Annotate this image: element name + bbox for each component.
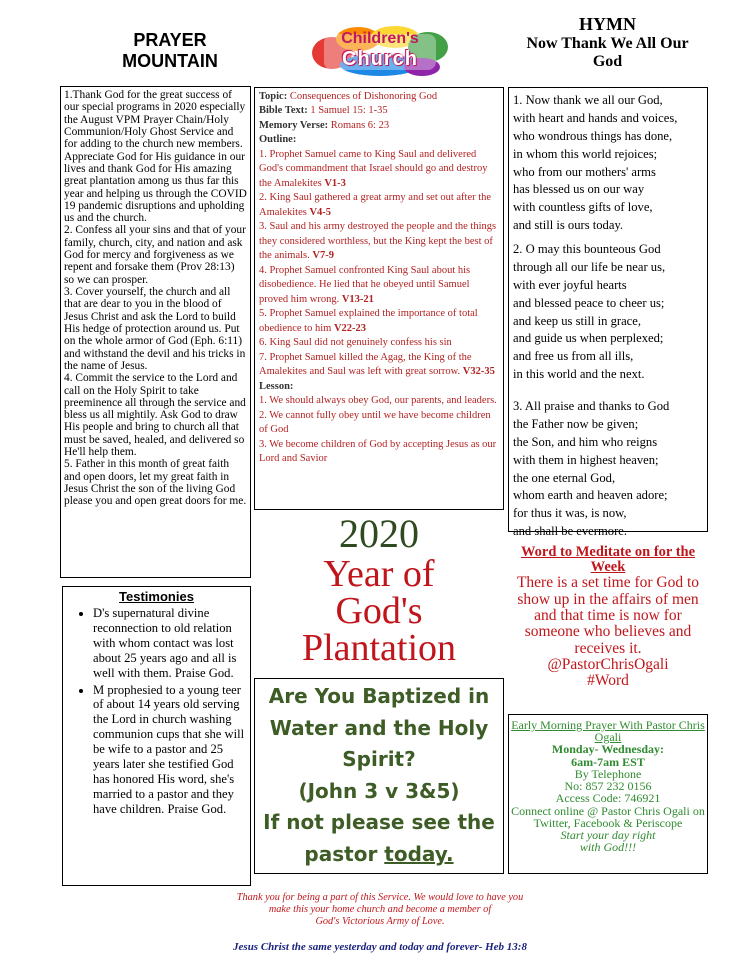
outline-ref: V13-21 (341, 293, 374, 305)
logo-text-line2: Church (342, 48, 418, 70)
hymn-line: in whom this world rejoices; (513, 146, 658, 161)
morning-number: No: 857 232 0156 (564, 779, 652, 794)
lesson-item: 1. We should always obey God, our parents, and leaders. (259, 395, 497, 407)
hymn-line: with heart and hands and voices, (513, 110, 678, 125)
outline-item (259, 191, 499, 220)
hymn-line: who wondrous things has done, (513, 128, 673, 143)
hymn-line: and blessed peace to cheer us; (513, 295, 665, 310)
baptism-line: Water and the Holy (269, 715, 489, 740)
testimony-item: • D's supernatural divine reconnection to old relation with whom contact was lost about 25 years ago and all is well with them. Praise God. (93, 606, 246, 680)
outline-ref: V4-5 (309, 206, 332, 218)
topic-line (259, 90, 499, 104)
baptism-line: If not please see the (263, 810, 495, 835)
footer-line: Thank you for being a part of this Service. We would love to have you (236, 892, 524, 903)
lesson-item: 2. We cannot fully obey until we have become children of God (259, 409, 491, 436)
outline-item (259, 264, 499, 307)
word-to-meditate (508, 545, 708, 689)
hymn-line: with ever joyful hearts (513, 277, 627, 292)
hymn-line: in this world and the next. (513, 367, 645, 382)
baptism-today: today. (384, 841, 454, 866)
outline-item (259, 220, 499, 263)
memory-verse-line (259, 119, 499, 133)
prayer-item: 1.Thank God for the great success of our special programs in 2020 especially the August VPM Prayer Chain/Holy Communion/Holy Ghost Service and for adding to the church new members. Appreciate God for His guidance in our lives and thank God for His amazing great plantation among us thus far this year and helping us through the COVID 19 pandemic disruptions and upholding us and the church. (64, 89, 247, 225)
word-tag: #Word (587, 672, 629, 690)
morning-closing-line2: with God!!! (579, 840, 637, 855)
memory-verse-value: Romans 6: 23 (330, 119, 390, 131)
hymn-title-line2: God (592, 53, 623, 71)
footer-line: make this your home church and become a member of (268, 904, 492, 916)
word-title: Word to Meditate on for the Week (520, 544, 696, 576)
hymn-line: the Father now be given; (513, 416, 639, 431)
bible-text-label: Bible Text: (259, 105, 308, 117)
outline-text: 5. Prophet Samuel explained the importance of total obedience to him (259, 308, 478, 334)
theme-line3: Plantation (301, 627, 457, 670)
prayer-item: 5. Father in this month of great faith and open doors, let my great faith in Jesus Christ the son of the living God please you and open great doors for me. (64, 458, 247, 508)
hymn-verse-2 (513, 241, 703, 384)
hymn-title-line1: Now Thank We All Our (526, 34, 689, 52)
baptism-pastor: pastor (304, 841, 385, 866)
morning-prayer-box (508, 714, 708, 874)
hymn-line: the one eternal God, (513, 470, 616, 485)
outline-text: 2. King Saul gathered a great army and set out after the Amalekites (259, 192, 492, 218)
prayer-item: 4. Commit the service to the Lord and call on the Holy Spirit to take preeminence all through the service and bless us all mightily. Ask God to draw His people and bring to church all that must be saved, healed, and delivered so He'll help them. (64, 372, 246, 459)
outline-text: 1. Prophet Samuel came to King Saul and delivered God's commandment that Israel should go and destroy the Amalekites (259, 148, 488, 189)
hymn-line: and free us from all ills, (513, 349, 634, 364)
morning-closing-line1: Start your day right (560, 828, 656, 843)
hymn-line: 2. O may this bounteous God (513, 242, 661, 256)
hymn-line: 1. Now thank we all our God, (513, 93, 663, 107)
hymn-title (505, 14, 710, 71)
outline-ref: V1-3 (324, 177, 346, 189)
outline-item (259, 148, 499, 191)
hymn-line: and keep us still in grace, (513, 313, 641, 328)
hymn-line: who from our mothers' arms (513, 164, 656, 179)
testimony-item: • M prophesied to a young teer of about 14 years old serving the Lord in church washing communion cups that she will be wife to a pastor and 25 years later she testified God has honored His word, she's married to a pastor and they have children. Praise God. (93, 683, 246, 817)
outline-text: 3. Saul and his army destroyed the people and the things they considered worthless, but the King kept the best of the animals. (259, 221, 497, 262)
hymn-line: with countless gifts of love, (513, 200, 653, 215)
hymn-box (508, 87, 708, 539)
hymn-verse-3 (513, 398, 703, 541)
bible-text-line (259, 104, 499, 118)
prayer-mountain-title (100, 30, 240, 71)
baptism-line (255, 839, 503, 871)
morning-code: Access Code: 746921 (555, 791, 661, 806)
prayer-points-box (60, 86, 251, 578)
hymn-line: whom earth and heaven adore; (513, 488, 668, 503)
morning-online: Connect online @ Pastor Chris Ogali on Twitter, Facebook & Periscope (511, 803, 705, 830)
baptism-box (254, 678, 504, 874)
childrens-church-logo (310, 25, 450, 77)
outline-text: 7. Prophet Samuel killed the Agag, the King of the Amalekites and Saul was left with great sorrow. (259, 351, 472, 378)
hymn-line: 3. All praise and thanks to God (513, 399, 670, 413)
testimonies-title: Testimonies (119, 589, 194, 604)
lesson-item: 3. We become children of God by accepting Jesus as our Lord and Savior (259, 438, 497, 465)
outline-ref: V22-23 (333, 322, 367, 334)
topic-label: Topic: (259, 91, 288, 102)
morning-by: By Telephone (574, 766, 642, 781)
baptism-line: (John 3 v 3&5) (298, 778, 460, 803)
outline-item (259, 336, 499, 350)
word-text: There is a set time for God to show up in the affairs of men and that time is now for someone who believes and receives it. (516, 574, 700, 657)
footer-verse: Jesus Christ the same yesterday and today and forever- Heb 13:8 (233, 941, 527, 953)
testimonies-list (67, 606, 246, 816)
hymn-line: has blessed us on our way (513, 182, 645, 197)
footer-line: God's Victorious Army of Love. (315, 916, 445, 928)
outline-item (259, 307, 499, 336)
word-handle: @PastorChrisOgali (547, 655, 669, 673)
hymn-verse-1 (513, 92, 703, 235)
outline-item (259, 351, 499, 380)
hymn-line: and shall be evermore. (513, 524, 627, 539)
theme-title (254, 553, 504, 670)
outline-ref: V32-35 (462, 366, 495, 378)
prayer-title-line2: MOUNTAIN (122, 50, 218, 71)
footer-thanks (190, 892, 570, 928)
hymn-label: HYMN (579, 14, 636, 34)
bible-text-value: 1 Samuel 15: 1-35 (310, 105, 388, 117)
hymn-line: for thus it was, is now, (513, 506, 627, 521)
lesson-label: Lesson: (259, 380, 294, 392)
baptism-line: Spirit? (342, 747, 416, 772)
theme-line1: Year of (323, 553, 435, 595)
prayer-item: 2. Confess all your sins and that of your family, church, city, and nation and ask God for mercy and forgiveness as we repent and forsake them (Prov 28:13) so we can prosper. (64, 224, 246, 286)
prayer-title-line1: PRAYER (133, 30, 207, 50)
memory-verse-label: Memory Verse: (259, 119, 329, 131)
topic-value: Consequences of Dishonoring God (289, 91, 438, 102)
hymn-line: and still is ours today. (513, 218, 624, 233)
prayer-item: 3. Cover yourself, the church and all that are dear to you in the blood of Jesus Christ and ask the Lord to build His hedge of protection around us. Put on the whole armor of God (Eph. 6:11) and withstand the devil and his tricks in the name of Jesus. (64, 286, 246, 372)
morning-time: 6am-7am EST (571, 754, 645, 769)
outline-label: Outline: (259, 134, 297, 146)
outline-ref: V7-9 (312, 250, 334, 262)
hymn-line: and guide us when perplexed; (513, 331, 664, 346)
outline-text: 6. King Saul did not genuinely confess his sin (259, 337, 452, 349)
hymn-line: with them in highest heaven; (513, 452, 659, 467)
hymn-line: through all our life be near us, (513, 259, 666, 274)
lesson-box (254, 87, 504, 510)
morning-days: Monday- Wednesday: (551, 742, 665, 757)
baptism-line: Are You Baptized in (268, 684, 490, 708)
theme-year: 2020 (339, 511, 419, 556)
theme-line2: God's (335, 590, 423, 633)
hymn-line: the Son, and him who reigns (513, 434, 658, 449)
morning-title: Early Morning Prayer With Pastor Chris Ogali (511, 718, 705, 745)
outline-text: 4. Prophet Samuel confronted King Saul about his disobedience. He lied that he obeyed until Samuel proved him wrong. (259, 264, 471, 305)
logo-text-line1: Children's (341, 30, 419, 47)
testimonies-box (62, 586, 251, 886)
